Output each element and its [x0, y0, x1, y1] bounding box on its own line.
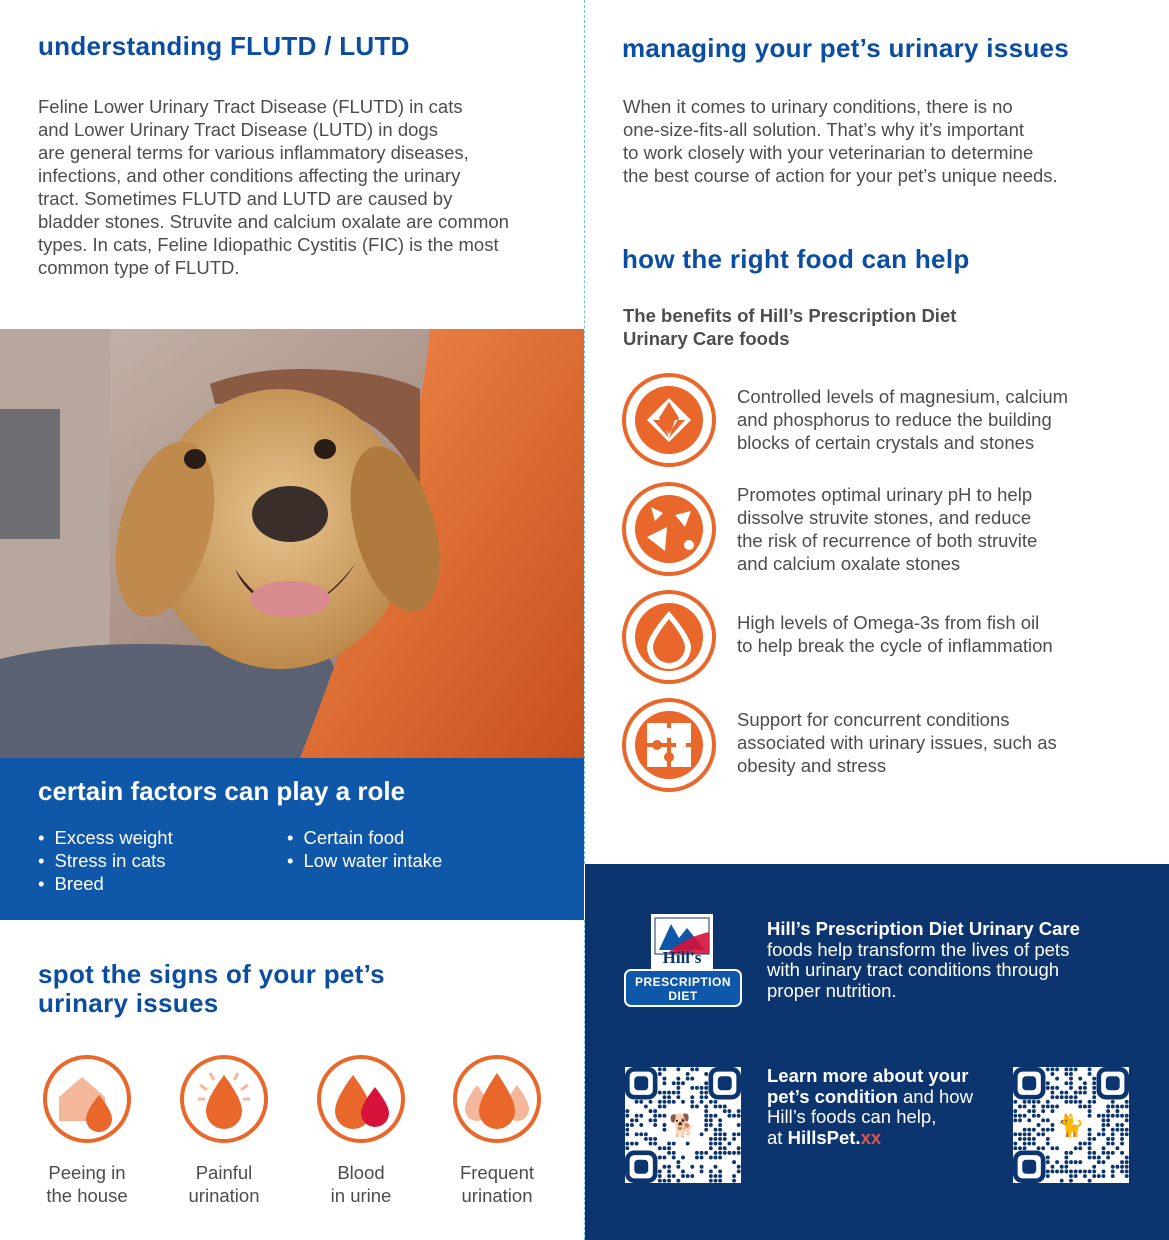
house-drop-icon — [43, 1055, 131, 1143]
logo-name: Hill's — [662, 948, 702, 967]
list-item: • Breed — [38, 872, 173, 895]
brand-text: Hill’s Prescription Diet Urinary Care foods help transform the lives of pets with urinary tract conditions through proper nutrition. — [767, 918, 1080, 1001]
multiple-drops-icon — [453, 1055, 541, 1143]
painful-drop-icon — [180, 1055, 268, 1143]
factors-panel — [0, 758, 584, 920]
managing-title: managing your pet’s urinary issues — [622, 33, 1070, 63]
managing-paragraph: When it comes to urinary conditions, there is no one-size-fits-all solution. That’s why it’s important to work closely with your veterinarian to determine the best course of action for your pet’s unique needs. — [623, 96, 1058, 186]
understanding-paragraph: Feline Lower Urinary Tract Disease (FLUTD) in cats and Lower Urinary Tract Disease (LUTD) in dogs are general terms for various inflammatory diseases, infections, and other conditions affecting the urinary tract. Sometimes FLUTD and LUTD are caused by bladder stones. Struvite and calcium oxalate are common types. In cats, Feline Idiopathic Cystitis (FIC) is the most common type of FLUTD. — [38, 96, 509, 278]
sign-label-blood: Blood in urine — [330, 1162, 392, 1206]
signs-title: spot the signs of your pet’s urinary issues — [38, 959, 385, 1018]
drop-icon — [622, 590, 716, 684]
column-divider — [584, 0, 585, 864]
understanding-title: understanding FLUTD / LUTD — [38, 31, 410, 61]
svg-text:🐕: 🐕 — [669, 1114, 697, 1139]
dog-qr-code[interactable] — [625, 1067, 741, 1183]
list-item: • Excess weight — [38, 826, 173, 849]
factors-list-1 — [38, 826, 173, 895]
stones-icon — [622, 482, 716, 576]
cat-qr-code[interactable] — [1013, 1067, 1129, 1183]
sign-label-frequent: Frequent urination — [459, 1162, 535, 1206]
list-item: • Stress in cats — [38, 849, 173, 872]
puzzle-icon — [622, 698, 716, 792]
website-link[interactable]: HillsPet. — [787, 1126, 861, 1148]
benefits-intro: The benefits of Hill’s Prescription Diet Urinary Care foods — [623, 305, 957, 349]
logo-diet: DIET — [668, 989, 698, 1003]
sign-label-peeing: Peeing in the house — [46, 1162, 128, 1206]
blood-drop-icon — [317, 1055, 405, 1143]
logo-prescription: PRESCRIPTION — [634, 975, 731, 989]
dog-photo — [0, 329, 584, 758]
learn-more-text: Learn more about your pet’s condition and how Hill’s foods can help, at HillsPet.xx — [767, 1065, 973, 1148]
hills-logo — [623, 914, 743, 1008]
sign-label-painful: Painful urination — [188, 1162, 260, 1206]
benefit-text-4: Support for concurrent conditions associated with urinary issues, such as obesity and stress — [737, 709, 1057, 776]
factors-list-2 — [287, 826, 442, 872]
factors-title: certain factors can play a role — [38, 776, 406, 806]
crystal-icon — [622, 373, 716, 467]
svg-text:🐈: 🐈 — [1057, 1114, 1085, 1139]
food-title: how the right food can help — [622, 244, 970, 274]
benefit-text-1: Controlled levels of magnesium, calcium and phosphorus to reduce the building blocks of certain crystals and stones — [737, 386, 1069, 453]
list-item: • Certain food — [287, 826, 442, 849]
brand-panel — [585, 864, 1169, 1240]
benefit-text-3: High levels of Omega-3s from fish oil to help break the cycle of inflammation — [737, 612, 1053, 656]
benefit-text-2: Promotes optimal urinary pH to help dissolve struvite stones, and reduce the risk of recurrence of both struvite and calcium oxalate stones — [737, 484, 1038, 574]
list-item: • Low water intake — [287, 849, 442, 872]
